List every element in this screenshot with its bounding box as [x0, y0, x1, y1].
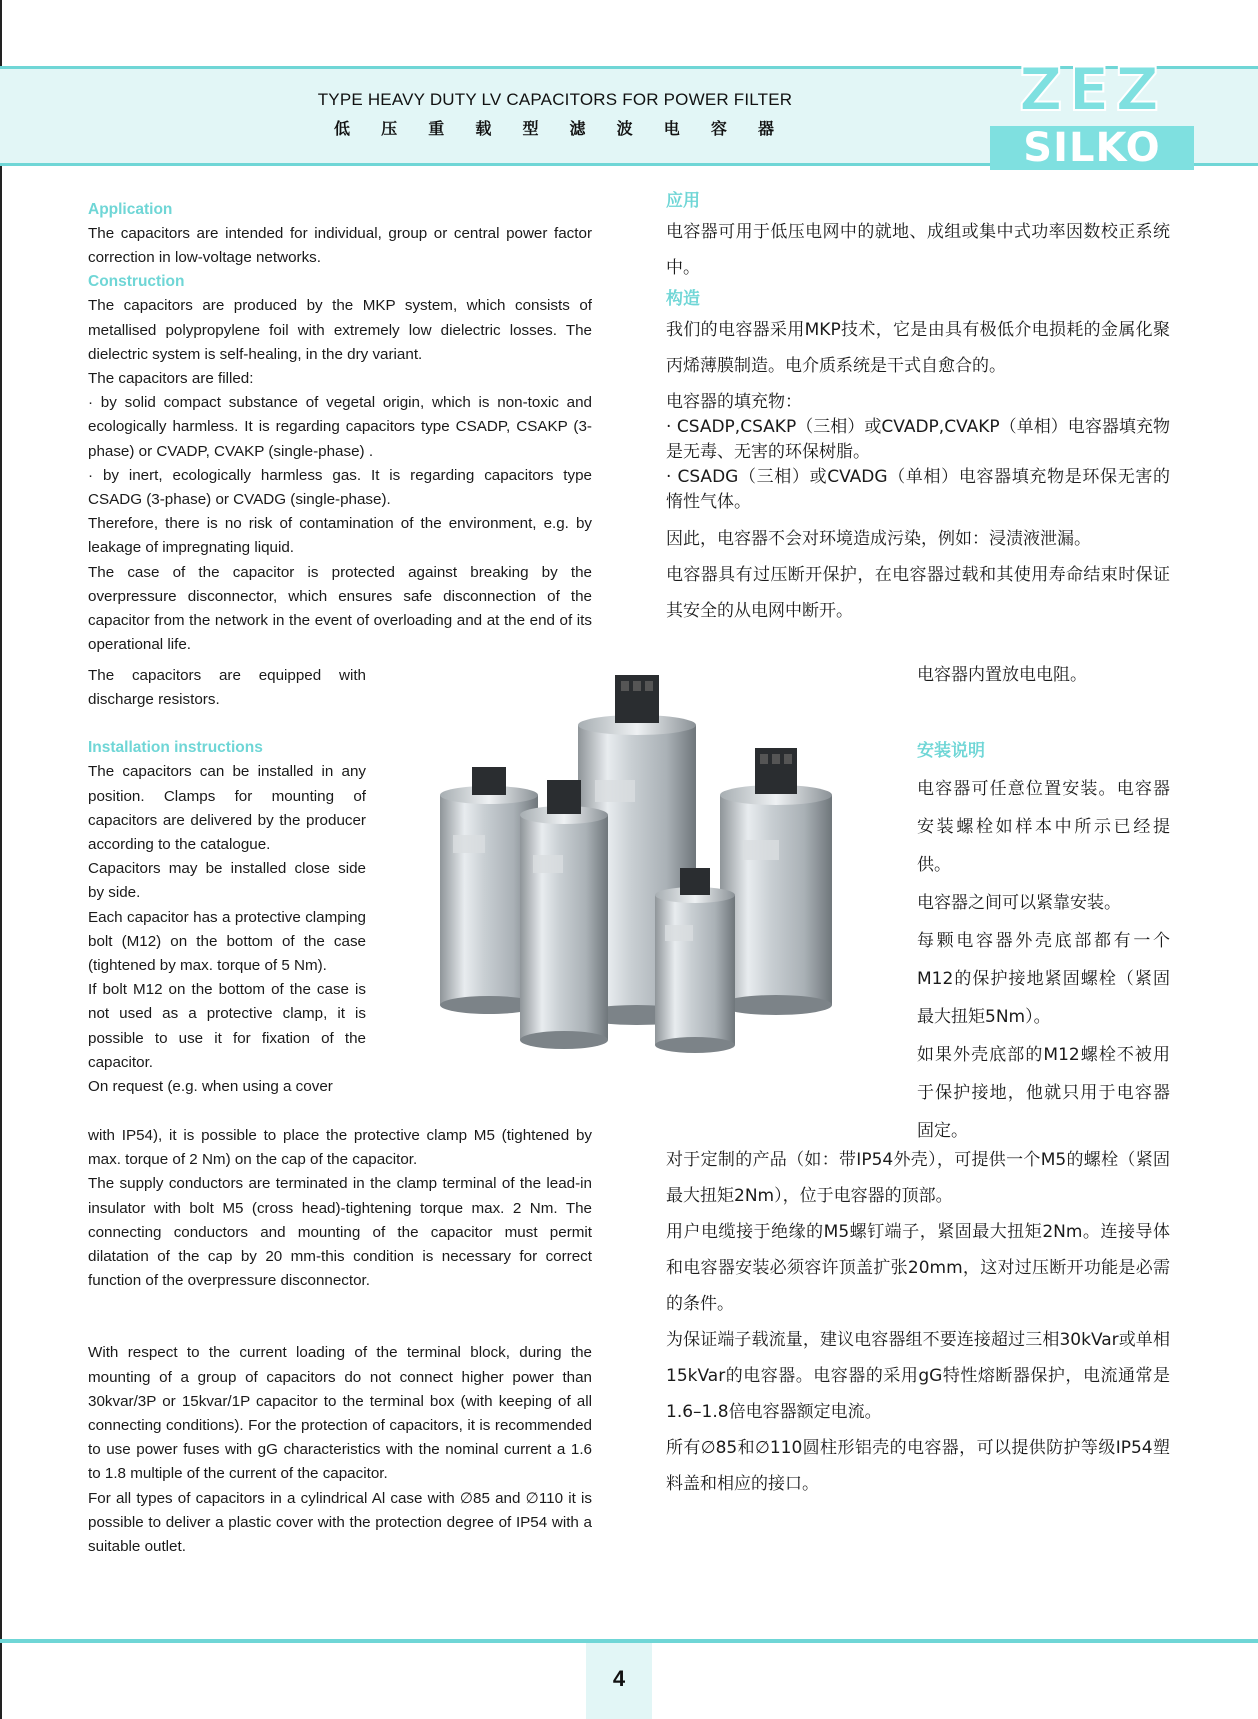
logo-silko-text: SILKO [990, 126, 1194, 170]
installation-p5-zh: 对于定制的产品（如：带IP54外壳），可提供一个M5的螺栓（紧固最大扭矩2Nm），位于电容器的顶部。 [666, 1150, 1170, 1206]
header-subtitle: 低压重载型滤波电容器 [334, 119, 774, 138]
installation-p7-en: With respect to the current loading of the terminal block, during the mounting of a group of capacitors do not connect higher power than 30kvar/3P or 15kvar/1P capacitor to the terminal box (with keeping of all connecting conditions). For the protection of capacitors, it is recommended to use power fuses with gG characteristics with the nominal current a 1.6 to 1.8 multiple of the current of the capacitor. [88, 1344, 592, 1483]
application-text-en: The capacitors are intended for individual, group or central power factor correction in low-voltage networks. [88, 225, 592, 267]
zez-silko-logo [990, 55, 1194, 174]
heading-construction-en: Construction [88, 273, 185, 291]
header-title: TYPE HEAVY DUTY LV CAPACITORS FOR POWER FILTER [317, 90, 793, 109]
construction-p3-zh: · CSADP,CSAKP（三相）或CVADP,CVAKP（单相）电容器填充物是无毒、无害的环保树脂。 [666, 417, 1170, 462]
chinese-column-top [666, 188, 1170, 629]
construction-p6-en: The case of the capacitor is protected against breaking by the overpressure disconnector, which ensures safe disconnection of the capacitor from the network in the event of overloading and at the end of its operational life. [88, 563, 592, 654]
installation-p2-zh: 电容器之间可以紧靠安装。 [917, 893, 1121, 913]
chinese-column-narrow [917, 656, 1170, 1150]
installation-p1-en: The capacitors can be installed in any position. Clamps for mounting of capacitors are delivered by the producer according to the catalogue. [88, 763, 366, 854]
construction-p1-en: The capacitors are produced by the MKP system, which consists of metallised polypropylene foil with extremely low dielectric losses. The dielectric system is self-healing, in the dry variant. [88, 297, 592, 363]
application-text-zh: 电容器可用于低压电网中的就地、成组或集中式功率因数校正系统中。 [666, 222, 1170, 278]
installation-p8-zh: 所有∅85和∅110圆柱形铝壳的电容器，可以提供防护等级IP54塑料盖和相应的接口。 [666, 1438, 1170, 1494]
capacitor-middle [520, 780, 608, 1049]
installation-p8-en: For all types of capacitors in a cylindrical Al case with ∅85 and ∅110 it is possible to deliver a plastic cover with the protection degree of IP54 with a suitable outlet. [88, 1489, 592, 1556]
logo-zez-text: ZEZ [1019, 55, 1165, 125]
construction-p7-en: The capacitors are equipped with discharge resistors. [88, 667, 366, 709]
chinese-column-bottom [666, 1142, 1170, 1502]
english-column-narrow [88, 664, 366, 1099]
installation-p1-zh: 电容器可任意位置安装。电容器安装螺栓如样本中所示已经提供。 [917, 779, 1170, 875]
heading-application-zh: 应用 [666, 191, 700, 211]
english-column-bottom [88, 1124, 592, 1559]
construction-p1-zh: 我们的电容器采用MKP技术，它是由具有极低介电损耗的金属化聚丙烯薄膜制造。电介质系统是干式自愈合的。 [666, 320, 1170, 376]
installation-p4-en: If bolt M12 on the bottom of the case is not used as a protective clamp, it is possible to use it for fixation of the capacitor. [88, 981, 366, 1071]
installation-p5b-en: with IP54), it is possible to place the protective clamp M5 (tightened by max. torque of 2 Nm) on the cap of the capacitor. [88, 1127, 592, 1169]
page-number: 4 [612, 1666, 626, 1691]
construction-p4-en: · by inert, ecologically harmless gas. It is regarding capacitors type CSADG (3-phase) or CVADG (single-phase). [88, 466, 592, 509]
capacitor-right [720, 748, 832, 1015]
construction-p5-en: Therefore, there is no risk of contamination of the environment, e.g. by leakage of impregnating liquid. [88, 515, 592, 557]
construction-p2-zh: 电容器的填充物： [666, 392, 802, 412]
english-column-top [88, 198, 592, 657]
installation-p3-zh: 每颗电容器外壳底部都有一个M12的保护接地紧固螺栓（紧固最大扭矩5Nm）。 [917, 931, 1170, 1027]
heading-installation-en: Installation instructions [88, 739, 263, 757]
capacitor-small [655, 868, 735, 1053]
heading-construction-zh: 构造 [666, 289, 700, 309]
installation-p7-zh: 为保证端子载流量，建议电容器组不要连接超过三相30kVar或单相15kVar的电容器。电容器的采用gG特性熔断器保护，电流通常是1.6–1.8倍电容器额定电流。 [666, 1330, 1170, 1422]
construction-p3-en: · by solid compact substance of vegetal origin, which is non-toxic and ecologically harmless. It is regarding capacitors type CSADP, CSAKP (3-phase) or CVADP, CVAKP (single-phase) . [88, 394, 592, 460]
installation-p5a-en: On request (e.g. when using a cover [88, 1078, 333, 1096]
construction-p2-en: The capacitors are filled: [88, 370, 254, 388]
capacitors-product-photo [425, 670, 895, 1090]
construction-p7-zh: 电容器内置放电电阻。 [917, 665, 1087, 685]
installation-p6-zh: 用户电缆接于绝缘的M5螺钉端子，紧固最大扭矩2Nm。连接导体和电容器安装必须容许顶盖扩张20mm，这对过压断开功能是必需的条件。 [666, 1222, 1170, 1314]
page-left-rule [0, 0, 2, 1719]
heading-application-en: Application [88, 201, 173, 218]
heading-installation-zh: 安装说明 [917, 741, 985, 761]
installation-p6-en: The supply conductors are terminated in the clamp terminal of the lead-in insulator with bolt M5 (cross head)-tightening torque max. 2 Nm. The connecting conductors and mounting of the capacitor must permit dilatation of the cap by 20 mm-this condition is necessary for correct function of the overpressure disconnector. [88, 1175, 592, 1290]
installation-p4-zh: 如果外壳底部的M12螺栓不被用于保护接地，他就只用于电容器固定。 [917, 1045, 1170, 1141]
construction-p6-zh: 电容器具有过压断开保护，在电容器过载和其使用寿命结束时保证其安全的从电网中断开。 [666, 565, 1170, 621]
installation-p2-en: Capacitors may be installed close side by side. [88, 860, 366, 902]
installation-p3-en: Each capacitor has a protective clamping bolt (M12) on the bottom of the case (tightened by max. torque of 5 Nm). [88, 908, 366, 975]
construction-p4-zh: · CSADG（三相）或CVADG（单相）电容器填充物是环保无害的惰性气体。 [666, 467, 1170, 512]
construction-p5-zh: 因此，电容器不会对环境造成污染，例如：浸渍液泄漏。 [666, 529, 1091, 549]
